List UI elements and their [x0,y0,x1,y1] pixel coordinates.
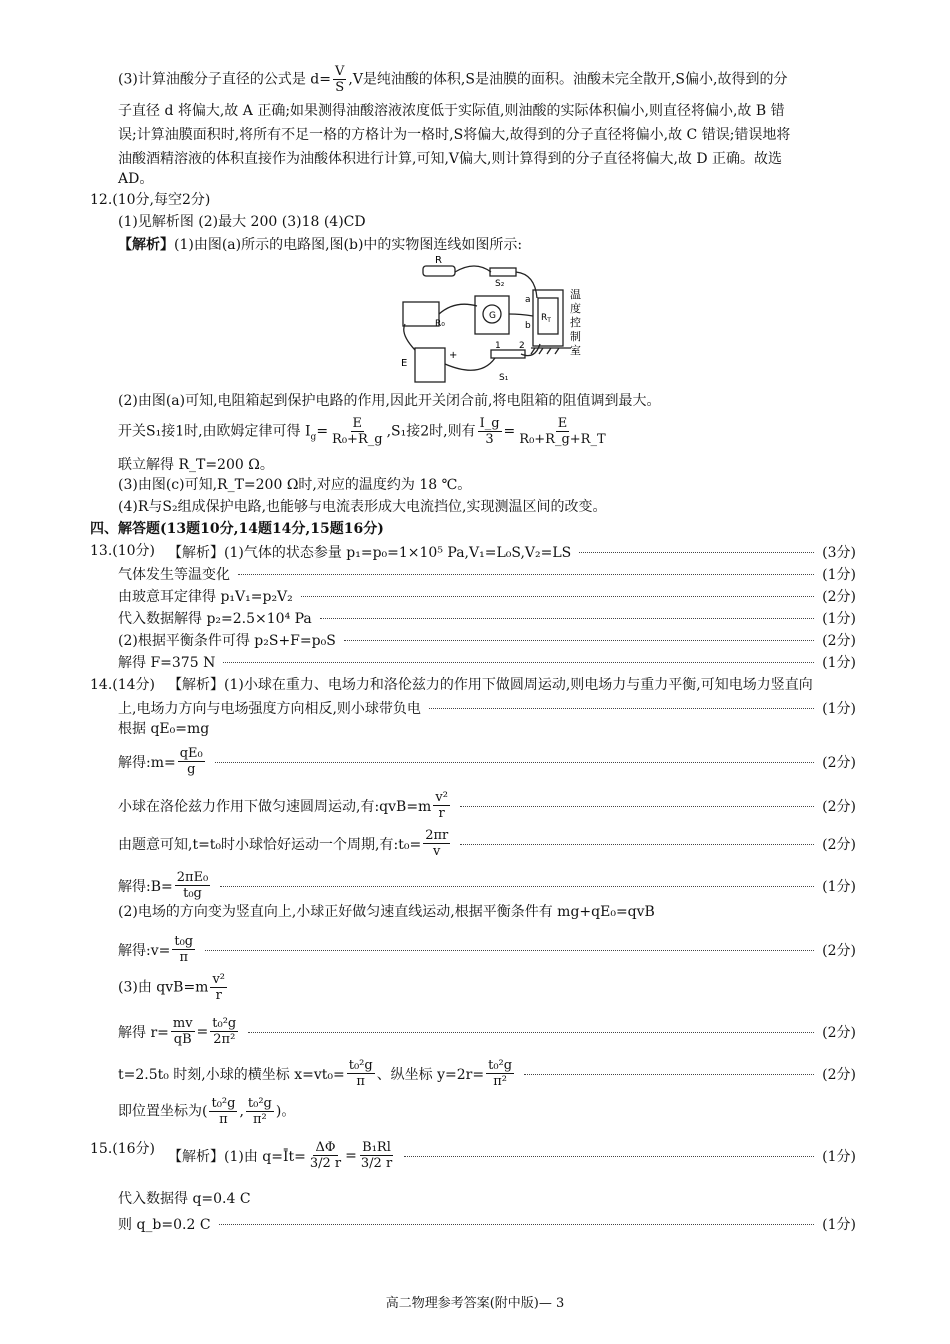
q12-line-6: (4)R与S₂组成保护电路,也能够与电流表形成大电流挡位,实现测温区间的改变。 [118,499,607,515]
fig-label-E: E [401,358,408,369]
resistance-box [423,266,455,276]
q12-line-2: (2)由图(a)可知,电阻箱起到保护电路的作用,因此开关闭合前,将电阻箱的阻值调到最大。 [118,393,661,409]
q14-row-11: 解得 r= $\frac{mv}{qB}$ = $\frac{\text{t₀²g}}{\text{2π²}}$ (2分) [118,1016,856,1047]
section-4-title: 四、解答题(13题10分,14题14分,15题16分) [90,521,384,537]
q11-line-5: AD。 [118,171,154,187]
circuit-figure [395,254,595,386]
protective-resistor [403,302,439,326]
q11-line-4: 油酸酒精溶液的体积直接作为油酸体积进行计算,可知,V偏大,则计算得到的分子直径将偏大,故 D 正确。故选 [118,151,783,167]
q14-line-3: 根据 qE₀=mg [118,721,210,737]
q14-row-12: t=2.5t₀ 时刻,小球的横坐标 x=vt₀= $\frac{\text{t₀²g}}{\pi}$ 、纵坐标 y=2r= $\frac{\text{t₀²g}}{\text{π²}}$ (2分) [118,1058,856,1089]
fig-room-0: 温 [570,288,581,301]
q14-row-4: 解得:m= $\frac{\text{qE₀}}{g}$ (2分) [118,746,856,777]
q14-line-10: (3)由 qvB=m $\frac{\text{v²}}{r}$ [118,972,226,1003]
fig-label-S2: S₂ [495,279,505,289]
q13-row-5: (2)根据平衡条件可得 p₂S+F=p₀S (2分) [118,633,856,649]
fig-room-4: 室 [570,344,581,357]
q13-row-4: 代入数据解得 p₂=2.5×10⁴ Pa (1分) [118,611,856,627]
q12-line-1: 【解析】(1)由图(a)所示的电路图,图(b)中的实物图连线如图所示: [118,237,523,253]
q15-heading: 15.(16分) [90,1141,156,1157]
q11-line-3: 误;计算油膜面积时,将所有不足一格的方格计为一格时,S将偏大,故得到的分子直径将偏小,故 C 错误;错误地将 [118,127,791,143]
q12-line-4: 联立解得 R_T=200 Ω。 [118,457,274,473]
fig-label-G: G [489,311,496,321]
battery [415,348,445,382]
fig-label-R0: R₀ [435,319,445,329]
q12-line-3: 开关S₁接1时,由欧姆定律可得 $I_g=$ $\frac{E}{\text{R₀+R\_g}}$ ,S₁接2时,则有 $\frac{I\_g}{3}$ = $\frac{E}{\text{R₀+R\_g+R\_T}}$ [118,416,606,447]
q11-line-2: 子直径 d 将偏大,故 A 正确;如果测得油酸溶液浓度低于实际值,则油酸的实际体积偏小,则直径将偏小,故 B 错 [118,103,785,119]
q15-row-3: 则 q_b=0.2 C (1分) [118,1217,856,1233]
fig-room-1: 度 [570,302,581,315]
fig-label-2: 2 [519,341,525,351]
q12-line-5: (3)由图(c)可知,R_T=200 Ω时,对应的温度约为 18 ℃。 [118,477,472,493]
q14-line-8: (2)电场的方向变为竖直向上,小球正好做匀速直线运动,根据平衡条件有 mg+qE₀=qvB [118,904,655,920]
fig-label-b: b [525,321,531,331]
fig-label-S1: S₁ [499,373,509,383]
fig-label-1: 1 [495,341,501,351]
q13-row-6: 解得 F=375 N (1分) [118,655,856,671]
fig-label-R: R [435,255,442,266]
q13-row-2: 气体发生等温变化 (1分) [118,567,856,583]
q13-heading: 13.(10分) [90,543,156,559]
q14-row-2: 上,电场力方向与电场强度方向相反,则小球带负电 (1分) [118,701,856,717]
q14-row-6: 由题意可知,t=t₀时小球恰好运动一个周期,有:t₀= $\frac{2\pi r}{v}$ (2分) [118,828,856,859]
fig-label-a: a [525,295,531,305]
fig-room-2: 控 [570,316,581,329]
q14-heading: 14.(14分) [90,677,156,693]
q11-line-1: (3)计算油酸分子直径的公式是 d= $\frac{V}{S}$ ,V是纯油酸的体积,S是油膜的面积。油酸未完全散开,S偏小,故得到的分 [118,64,788,95]
fig-room-3: 制 [570,330,581,343]
q13-row-1: 【解析】(1)气体的状态参量 p₁=p₀=1×10⁵ Pa,V₁=L₀S,V₂=LS (3分) [168,545,856,561]
page-footer: 高二物理参考答案(附中版)— 3 [385,1296,565,1311]
q15-line-2: 代入数据得 q=0.4 C [118,1191,251,1207]
fig-label-RT: $R_T$ [541,313,551,324]
q14-line-1: 【解析】(1)小球在重力、电场力和洛伦兹力的作用下做圆周运动,则电场力与重力平衡,可知电场力竖直向 [168,677,813,693]
q14-row-7: 解得:B= $\frac{\text{2πE₀}}{\text{t₀g}}$ (1分) [118,870,856,901]
q12-answers: (1)见解析图 (2)最大 200 (3)18 (4)CD [118,214,366,230]
q14-row-5: 小球在洛伦兹力作用下做匀速圆周运动,有:qvB=m $\frac{\text{v²}}{r}$ (2分) [118,790,856,821]
q14-line-13: 即位置坐标为( $\frac{\text{t₀²g}}{\pi}$ , $\frac{\text{t₀²g}}{\text{π²}}$ )。 [118,1096,296,1127]
q13-row-3: 由玻意耳定律得 p₁V₁=p₂V₂ (2分) [118,589,856,605]
q15-row-1: 【解析】(1)由 q=Īt= $\frac{\Delta\Phi}{3/2 r}$ = $\frac{\text{B₁Rl}}{3/2 r}$ (1分) [168,1140,856,1171]
q14-row-9: 解得:v= $\frac{\text{t₀g}}{\pi}$ (2分) [118,934,856,965]
fig-label-plus: + [449,350,458,361]
q11-fraction: $\frac{V}{S}$ [334,64,345,95]
q12-title: 12.(10分,每空2分) [90,192,211,208]
